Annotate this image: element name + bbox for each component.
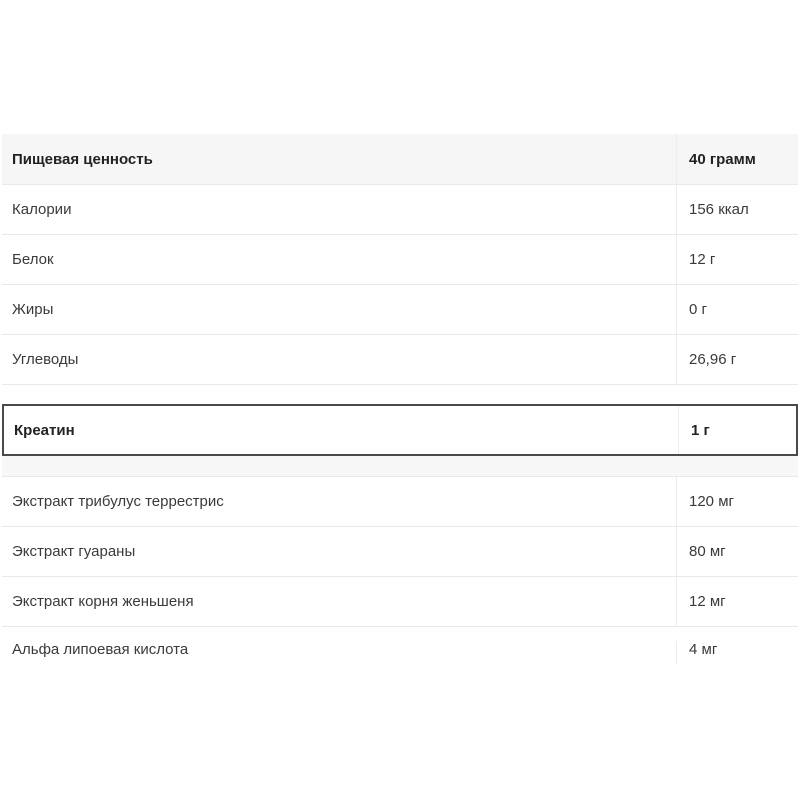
- row-value: 12 мг: [676, 577, 798, 626]
- section-spacer: [2, 456, 798, 476]
- row-value: 1 г: [678, 406, 796, 454]
- row-name: Экстракт гуараны: [12, 543, 136, 560]
- row-name: Креатин: [14, 421, 75, 439]
- table-header-row: [2, 134, 798, 184]
- row-name: Углеводы: [12, 351, 79, 368]
- table-row: [2, 576, 798, 626]
- row-name: Экстракт корня женьшеня: [12, 593, 194, 610]
- table-row: [2, 284, 798, 334]
- row-value: 4 мг: [676, 641, 798, 664]
- row-value: 156 ккал: [676, 185, 798, 234]
- creatine-row: [2, 404, 798, 456]
- extracts-table: [2, 456, 798, 664]
- row-value: 12 г: [676, 235, 798, 284]
- row-name: Жиры: [12, 301, 54, 318]
- table-row: [2, 184, 798, 234]
- header-name: Пищевая ценность: [12, 150, 153, 168]
- row-name: Экстракт трибулус террестрис: [12, 493, 224, 510]
- row-value: 0 г: [676, 285, 798, 334]
- row-value: 120 мг: [676, 477, 798, 526]
- nutrition-table: [2, 134, 798, 385]
- row-name: Альфа липоевая кислота: [12, 641, 189, 658]
- table-row: [2, 526, 798, 576]
- creatine-table: [2, 404, 798, 456]
- row-name: Калории: [12, 201, 72, 218]
- table-row: [2, 334, 798, 384]
- header-value: 40 грамм: [676, 134, 798, 184]
- row-value: 26,96 г: [676, 335, 798, 384]
- table-row: [2, 476, 798, 526]
- table-row: [2, 626, 798, 664]
- row-value: 80 мг: [676, 527, 798, 576]
- table-row: [2, 234, 798, 284]
- row-name: Белок: [12, 251, 54, 268]
